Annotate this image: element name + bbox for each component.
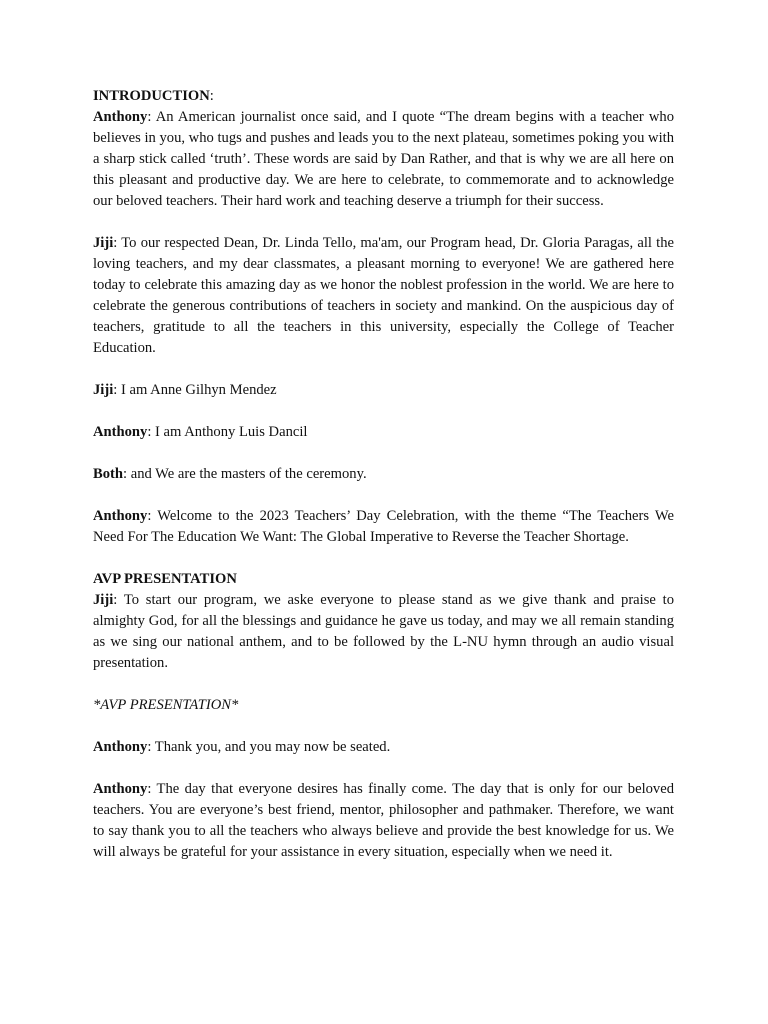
speaker-name: Jiji: [93, 235, 114, 251]
speaker-name: Anthony: [93, 424, 148, 440]
speaker-name: Jiji: [93, 592, 114, 608]
speech-paragraph: [93, 422, 674, 443]
speech-paragraph: [93, 464, 674, 485]
document-page: [93, 86, 674, 884]
speech-text: : Welcome to the 2023 Teachers’ Day Celebration, with the theme “The Teachers We Need For The Education We Want: The Global Imperative to Reverse the Teacher Shortage.: [93, 508, 674, 545]
speech-text: : To our respected Dean, Dr. Linda Tello, ma'am, our Program head, Dr. Gloria Paragas, all the loving teachers, and my dear classmates, a pleasant morning to everyone! We are gathered here today to celebrate this amazing day as we honor the noblest profession in the world. We are here to celebrate the generous contributions of teachers in society and mankind. On the auspicious day of teachers, gratitude to all the teachers in this university, especially the College of Teacher Education.: [93, 235, 674, 356]
speech-text: : To start our program, we aske everyone to please stand as we give thank and praise to almighty God, for all the blessings and guidance he gave us today, and may we all remain standing as we sing our national anthem, and to be followed by the L-NU hymn through an audio visual presentation.: [93, 592, 674, 671]
speech-paragraph: [93, 233, 674, 359]
speech-text: : I am Anne Gilhyn Mendez: [113, 382, 277, 398]
speech-text: : and We are the masters of the ceremony.: [123, 466, 367, 482]
speech-text: : An American journalist once said, and I quote “The dream begins with a teacher who believes in you, who tugs and pushes and leads you to the next plateau, sometimes poking you with a sharp stick called ‘truth’. These words are said by Dan Rather, and that is why we are all here on this pleasant and productive day. We are here to celebrate, to commemorate and to acknowledge our beloved teachers. Their hard work and teaching deserve a triumph for their success.: [93, 109, 674, 209]
speaker-name: Both: [93, 466, 124, 482]
speaker-name: Anthony: [93, 781, 148, 797]
avp-heading: AVP PRESENTATION: [93, 571, 237, 587]
speech-text: : Thank you, and you may now be seated.: [147, 739, 391, 755]
speaker-name: Anthony: [93, 739, 148, 755]
intro-paragraph: [93, 86, 674, 212]
avp-note: *AVP PRESENTATION*: [93, 697, 239, 713]
speech-paragraph: [93, 506, 674, 548]
speech-paragraph: [93, 737, 674, 758]
speech-text: : The day that everyone desires has finally come. The day that is only for our beloved teachers. You are everyone’s best friend, mentor, philosopher and pathmaker. Therefore, we want to say thank you to all the teachers who always believe and provide the best knowledge for us. We will always be grateful for your assistance in every situation, especially when we need it.: [93, 781, 674, 860]
speech-paragraph: [93, 380, 674, 401]
speaker-name: Anthony: [93, 508, 148, 524]
speaker-name: Jiji: [93, 382, 114, 398]
intro-heading: INTRODUCTION: [93, 88, 210, 104]
intro-heading-colon: :: [209, 88, 214, 104]
avp-paragraph: [93, 569, 674, 674]
intro-heading-line: [93, 86, 674, 107]
speech-text: : I am Anthony Luis Dancil: [147, 424, 308, 440]
speech-paragraph: [93, 779, 674, 863]
speaker-name: Anthony: [93, 109, 148, 125]
